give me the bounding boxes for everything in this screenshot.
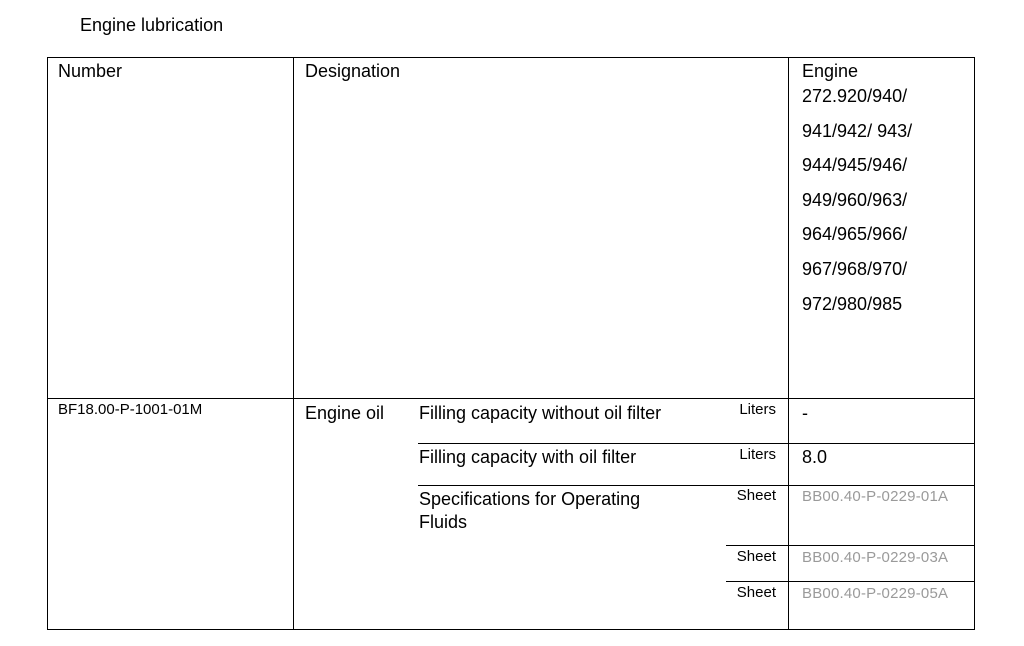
item-unit: Sheet: [736, 487, 776, 504]
subrow-divider-3: [726, 545, 975, 546]
item-unit: Liters: [739, 446, 776, 463]
subrow-divider-4: [726, 581, 975, 582]
item-label: Filling capacity without oil filter: [419, 403, 662, 423]
header-designation: Designation: [305, 61, 401, 81]
engine-model-line: 272.920/940/: [802, 86, 908, 106]
engine-model-line: 972/980/985: [802, 294, 903, 314]
engine-model-line: 967/968/970/: [802, 259, 908, 279]
item-label: Specifications for Operating Fluids: [419, 489, 641, 532]
item-label: Filling capacity with oil filter: [419, 447, 637, 467]
header-engine: Engine: [802, 61, 859, 81]
designation-label: Engine oil: [305, 403, 385, 423]
engine-model-line: 964/965/966/: [802, 224, 908, 244]
table-border-bottom: [47, 629, 975, 630]
subrow-divider-1: [418, 443, 975, 444]
document-number: BF18.00-P-1001-01M: [58, 401, 203, 418]
sheet-reference[interactable]: BB00.40-P-0229-01A: [802, 488, 949, 505]
table-border-top: [47, 57, 975, 58]
item-value: 8.0: [802, 447, 828, 467]
page-title: Engine lubrication: [80, 15, 224, 35]
header-number: Number: [58, 61, 123, 81]
sheet-reference[interactable]: BB00.40-P-0229-03A: [802, 549, 949, 566]
item-unit: Sheet: [736, 548, 776, 565]
engine-model-line: 949/960/963/: [802, 190, 908, 210]
sheet-reference[interactable]: BB00.40-P-0229-05A: [802, 585, 949, 602]
item-value: -: [802, 403, 808, 423]
column-divider-1: [293, 57, 294, 630]
subrow-divider-2: [418, 485, 975, 486]
item-unit: Sheet: [736, 584, 776, 601]
item-unit: Liters: [739, 401, 776, 418]
engine-model-line: 941/942/ 943/: [802, 121, 913, 141]
table-border-left: [47, 57, 48, 630]
engine-model-line: 944/945/946/: [802, 155, 908, 175]
header-row-divider: [47, 398, 975, 399]
